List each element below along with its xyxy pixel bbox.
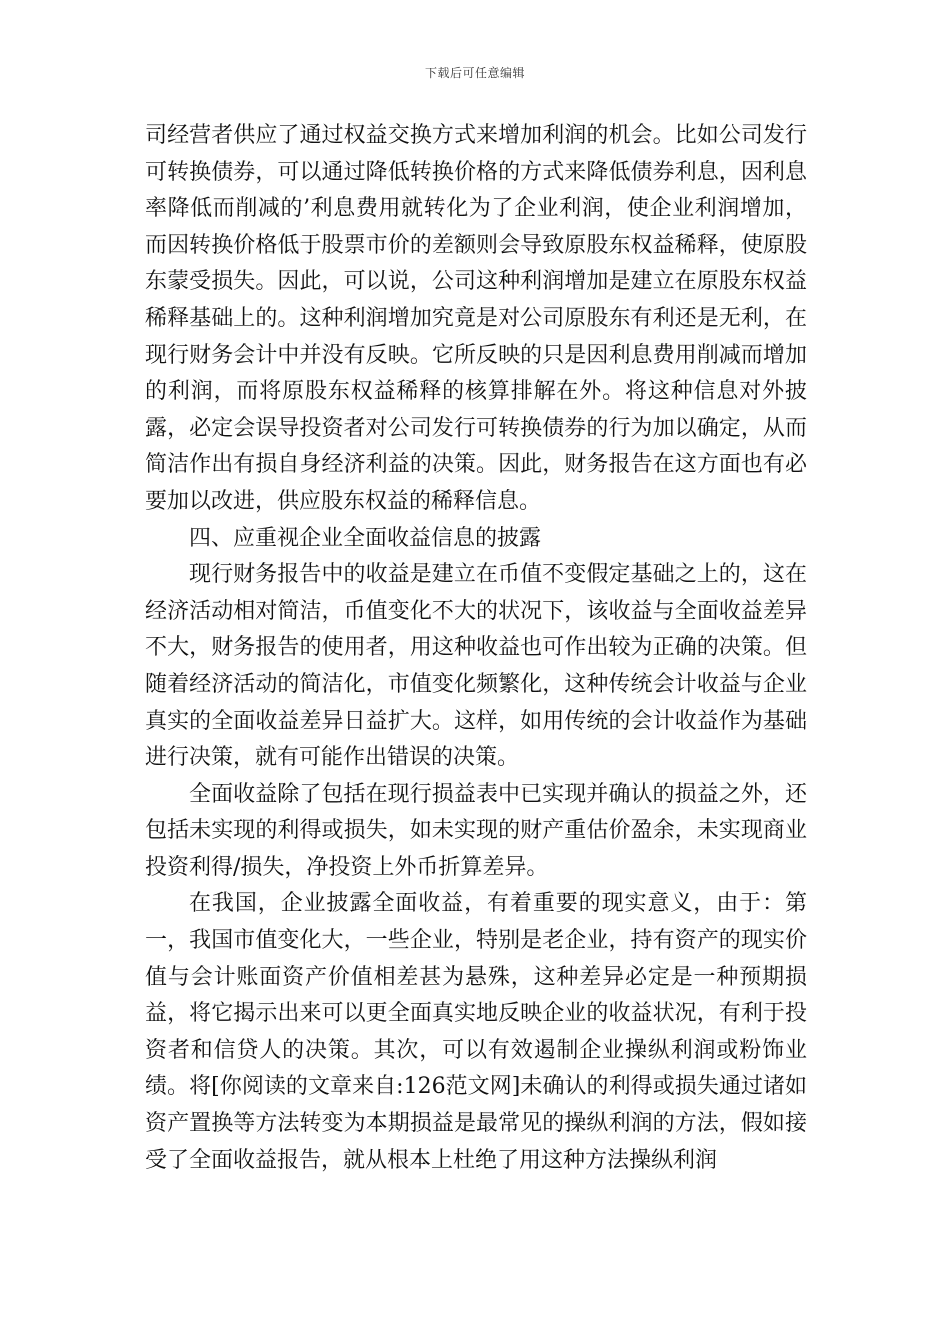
paragraph-significance: 在我国，企业披露全面收益，有着重要的现实意义，由于：第一，我国市值变化大，一些企业，特别是老企业，持有资产的现实价值与会计账面资产价值相差甚为悬殊，这种差异必定是一种预期损益，将它揭示出来可以更全面真实地反映企业的收益状况，有利于投资者和信贷人的决策。其次，可以有效遏制企业操纵利润或粉饰业绩。将[你阅读的文章来自:126范文网]未确认的利得或损失通过诸如资产置换等方法转变为本期损益是最常见的操纵利润的方法，假如接受了全面收益报告，就从根本上杜绝了用这种方法操纵利润 (145, 891, 807, 1173)
page-header: 下载后可任意编辑 (424, 66, 525, 80)
section-heading: 四、应重视企业全面收益信息的披露 (189, 525, 542, 551)
paragraph-current-income: 现行财务报告中的收益是建立在币值不变假定基础之上的，这在经济活动相对简洁，币值变化不大的状况下，该收益与全面收益差异不大，财务报告的使用者，用这种收益也可作出较为正确的决策。但随着经济活动的简洁化，市值变化频繁化，这种传统会计收益与企业真实的全面收益差异日益扩大。这样，如用传统的会计收益作为基础进行决策，就有可能作出错误的决策。 (145, 562, 807, 771)
paragraph-comprehensive-income: 全面收益除了包括在现行损益表中已实现并确认的损益之外，还包括未实现的利得或损失，如未实现的财产重估价盈余，未实现商业投资利得/损失，净投资上外币折算差异。 (145, 781, 807, 880)
paragraph-continuation: 司经营者供应了通过权益交换方式来增加利润的机会。比如公司发行可转换债券，可以通过降低转换价格的方式来降低债券利息，因利息率降低而削减的’利息费用就转化为了企业利润，使企业利润增加，而因转换价格低于股票市价的差额则会导致原股东权益稀释，使原股东蒙受损失。因此，可以说，公司这种利润增加是建立在原股东权益稀释基础上的。这种利润增加究竟是对公司原股东有利还是无利，在现行财务会计中并没有反映。它所反映的只是因利息费用削减而增加的利润，而将原股东权益稀释的核算排解在外。将这种信息对外披露，必定会误导投资者对公司发行可转换债券的行为加以确定，从而简洁作出有损自身经济利益的决策。因此，财务报告在这方面也有必要加以改进，供应股东权益的稀释信息。 (145, 123, 807, 514)
document-body (145, 118, 807, 1179)
